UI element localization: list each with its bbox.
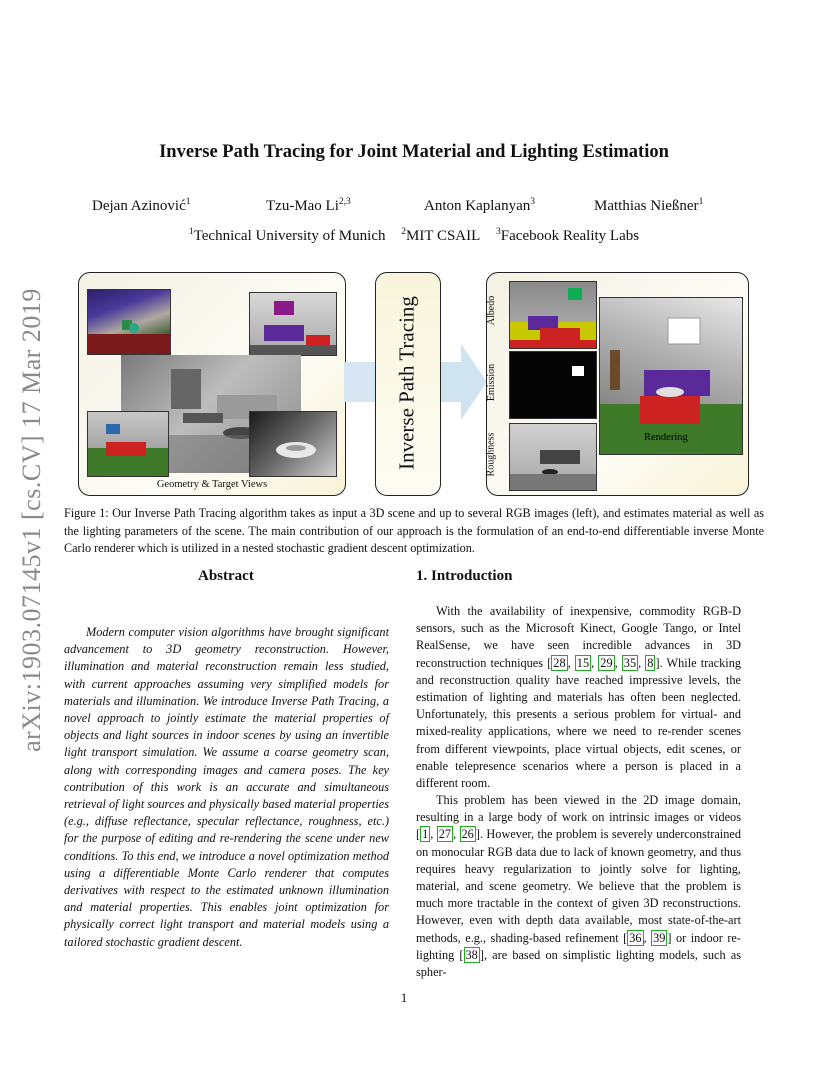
author-1: Dejan Azinović$^1$ xyxy=(92,197,191,214)
arrow-left-icon xyxy=(344,362,376,402)
intro-paragraph-2: This problem has been viewed in the 2D image domain, resulting in a large body of work on intrinsic images or videos [ 1 , 27 , 26 ]. However, the problem is severely underconstrained on monocular RGB data due to lack of known geometry, and thus requires heavy regularization to jointly solve for lighting, material, and scene geometry. We believe that the problem is much more tractable in the context of given 3D reconstructions. However, even with depth data available, most state-of-the-art methods, e.g., shading-based refinement [ 36 , 39 ] or indoor re-lighting [ 38 ], are based on simplistic lighting models, such as spher- xyxy=(416,793,741,980)
paper-title: Inverse Path Tracing for Joint Material and Lighting Estimation xyxy=(159,142,669,162)
citation-link[interactable]: 35 xyxy=(623,655,637,670)
geometry-targets-label: Geometry & Target Views xyxy=(156,479,268,490)
affiliation-3: $^3$Facebook Reality Labs xyxy=(496,227,640,244)
intro-paragraph-1: With the availability of inexpensive, commodity RGB-D sensors, such as the Microsoft Kinect, Google Tango, or Intel RealSense, we have seen incredible advances in 3D reconstruction techniques [ 28 , 15 , 29 , 35 , 8 ]. While tracking and reconstruction quality have reached impressive levels, the estimation of lighting and materials has often been neglected. Unfortunately, this presents a serious problem for virtual- and mixed-reality applications, where we need to re-render scenes from different viewpoints, place virtual objects, edit scenes, or enable telepresence scenarios where a person is placed in a different room. xyxy=(416,604,741,791)
author-4: Matthias Nießner$^1$ xyxy=(594,197,704,214)
author-2: Tzu-Mao Li$^{2,3}$ xyxy=(266,197,351,214)
rendering-label: Rendering xyxy=(644,432,688,443)
citation-link[interactable]: 26 xyxy=(461,827,474,842)
citation-link[interactable]: 39 xyxy=(653,930,666,945)
introduction-heading: 1. Introduction xyxy=(416,568,513,584)
citation-link[interactable]: 29 xyxy=(600,655,613,670)
target-view-4 xyxy=(249,411,337,477)
figure-caption: Figure 1: Our Inverse Path Tracing algorithm takes as input a 3D scene and up to several RGB images (left), and estimates material as well as the lighting parameters of the scene. The main contribution of our approach is the formulation of an end-to-end differentiable inverse Monte Carlo renderer which is utilized in a nested stochastic gradient descent optimization. xyxy=(64,506,764,555)
abstract-heading: Abstract xyxy=(198,568,254,584)
target-view-2 xyxy=(249,292,337,356)
figure-input-panel xyxy=(78,272,346,496)
figure-output-panel xyxy=(486,272,749,496)
arxiv-stamp: arXiv:1903.07145v1 [cs.CV] 17 Mar 2019 xyxy=(17,288,46,752)
target-view-1 xyxy=(87,289,171,355)
method-label-box xyxy=(375,272,439,494)
citation-link[interactable]: 38 xyxy=(465,947,478,962)
affiliation-1: $^1$Technical University of Munich xyxy=(188,227,386,244)
citation-link[interactable]: 1 xyxy=(422,827,429,842)
arrow-right-icon xyxy=(439,344,487,420)
citation-link[interactable]: 8 xyxy=(647,655,654,670)
albedo-render xyxy=(509,281,597,349)
albedo-label: Albedo xyxy=(486,295,498,326)
citation-link[interactable]: 36 xyxy=(629,930,642,945)
citation-link[interactable]: 28 xyxy=(553,655,566,670)
emission-label: Emission xyxy=(486,363,498,402)
roughness-render xyxy=(509,423,597,491)
citation-link[interactable]: 27 xyxy=(438,827,452,842)
page-number: 1 xyxy=(400,990,408,1005)
roughness-label: Roughness xyxy=(485,432,497,477)
affiliations xyxy=(0,227,828,245)
final-rendering xyxy=(599,297,743,455)
target-view-3 xyxy=(87,411,169,477)
affiliation-2: $^2$MIT CSAIL xyxy=(401,227,481,244)
method-label: Inverse Path Tracing xyxy=(394,296,419,470)
citation-link[interactable]: 15 xyxy=(576,655,590,670)
author-3: Anton Kaplanyan$^3$ xyxy=(424,197,535,214)
emission-render xyxy=(509,351,597,419)
abstract-text: Modern computer vision algorithms have brought significant advancement to 3D geometry reconstruction. However, illumination and material reconstruction remain less studied, with current approaches assuming very simplified models for materials and illumination. We introduce Inverse Path Tracing, a novel approach to jointly estimate the material properties of objects and light sources in indoor scenes by using an invertible light transport simulation. We assume a coarse geometry scan, along with corresponding images and camera poses. The key contribution of this work is an accurate and simultaneous retrieval of light sources and physically based material properties (e.g., diffuse reflectance, specular reflectance, roughness, etc.) for the purpose of editing and re-rendering the scene under new conditions. To this end, we introduce a novel optimization method using a differentiable Monte Carlo renderer that computes derivatives with respect to the estimated unknown illumination and material properties. This enables joint optimization for physically correct light transport and material models using a tailored stochastic gradient descent. xyxy=(64,625,389,949)
